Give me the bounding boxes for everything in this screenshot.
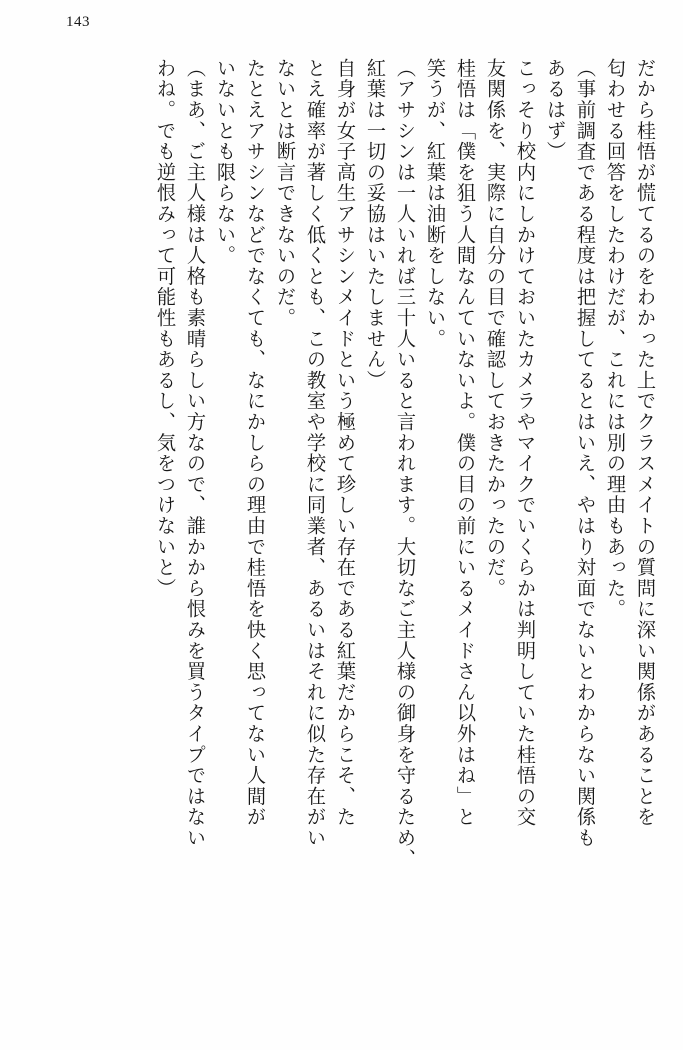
text-line: たとえアサシンなどでなくても、なにかしらの理由で桂悟を快く思ってない人間が xyxy=(244,58,267,828)
text-line: こっそり校内にしかけておいたカメラやマイクでいくらかは判明していた桂悟の交 xyxy=(514,58,537,828)
text-line: 笑うが、紅葉は油断をしない。 xyxy=(424,58,447,350)
text-line: （アサシンは一人いれば三十人いると言われます。大切なご主人様の御身を守るため、 xyxy=(394,58,417,870)
text-line: ないとは断言できないのだ。 xyxy=(274,58,297,329)
text-line: 桂悟は「僕を狙う人間なんていないよ。僕の目の前にいるメイドさん以外はね」と xyxy=(454,58,477,828)
text-line: 紅葉は一切の妥協はいたしません） xyxy=(364,58,387,391)
text-line: 匂わせる回答をしたわけだが、これには別の理由もあった。 xyxy=(604,58,627,620)
text-line: 友関係を、実際に自分の目で確認しておきたかったのだ。 xyxy=(484,58,507,599)
text-line: わね。でも逆恨みって可能性もあるし、気をつけないと） xyxy=(154,58,177,599)
text-line: 自身が女子高生アサシンメイドという極めて珍しい存在である紅葉だからこそ、た xyxy=(334,58,357,828)
text-line: （事前調査である程度は把握してるとはいえ、やはり対面でないとわからない関係も xyxy=(574,58,597,849)
text-line: いないとも限らない。 xyxy=(214,58,237,266)
text-line: あるはず） xyxy=(544,58,567,162)
text-line: とえ確率が著しく低くとも、この教室や学校に同業者、あるいはそれに似た存在がい xyxy=(304,58,327,849)
text-line: （まあ、ご主人様は人格も素晴らしい方なので、誰かから恨みを買うタイプではない xyxy=(184,58,207,849)
page-number: 143 xyxy=(66,14,90,30)
text-line: だから桂悟が慌てるのをわかった上でクラスメイトの質問に深い関係があることを xyxy=(634,58,657,828)
vertical-text-body xyxy=(30,58,655,1023)
